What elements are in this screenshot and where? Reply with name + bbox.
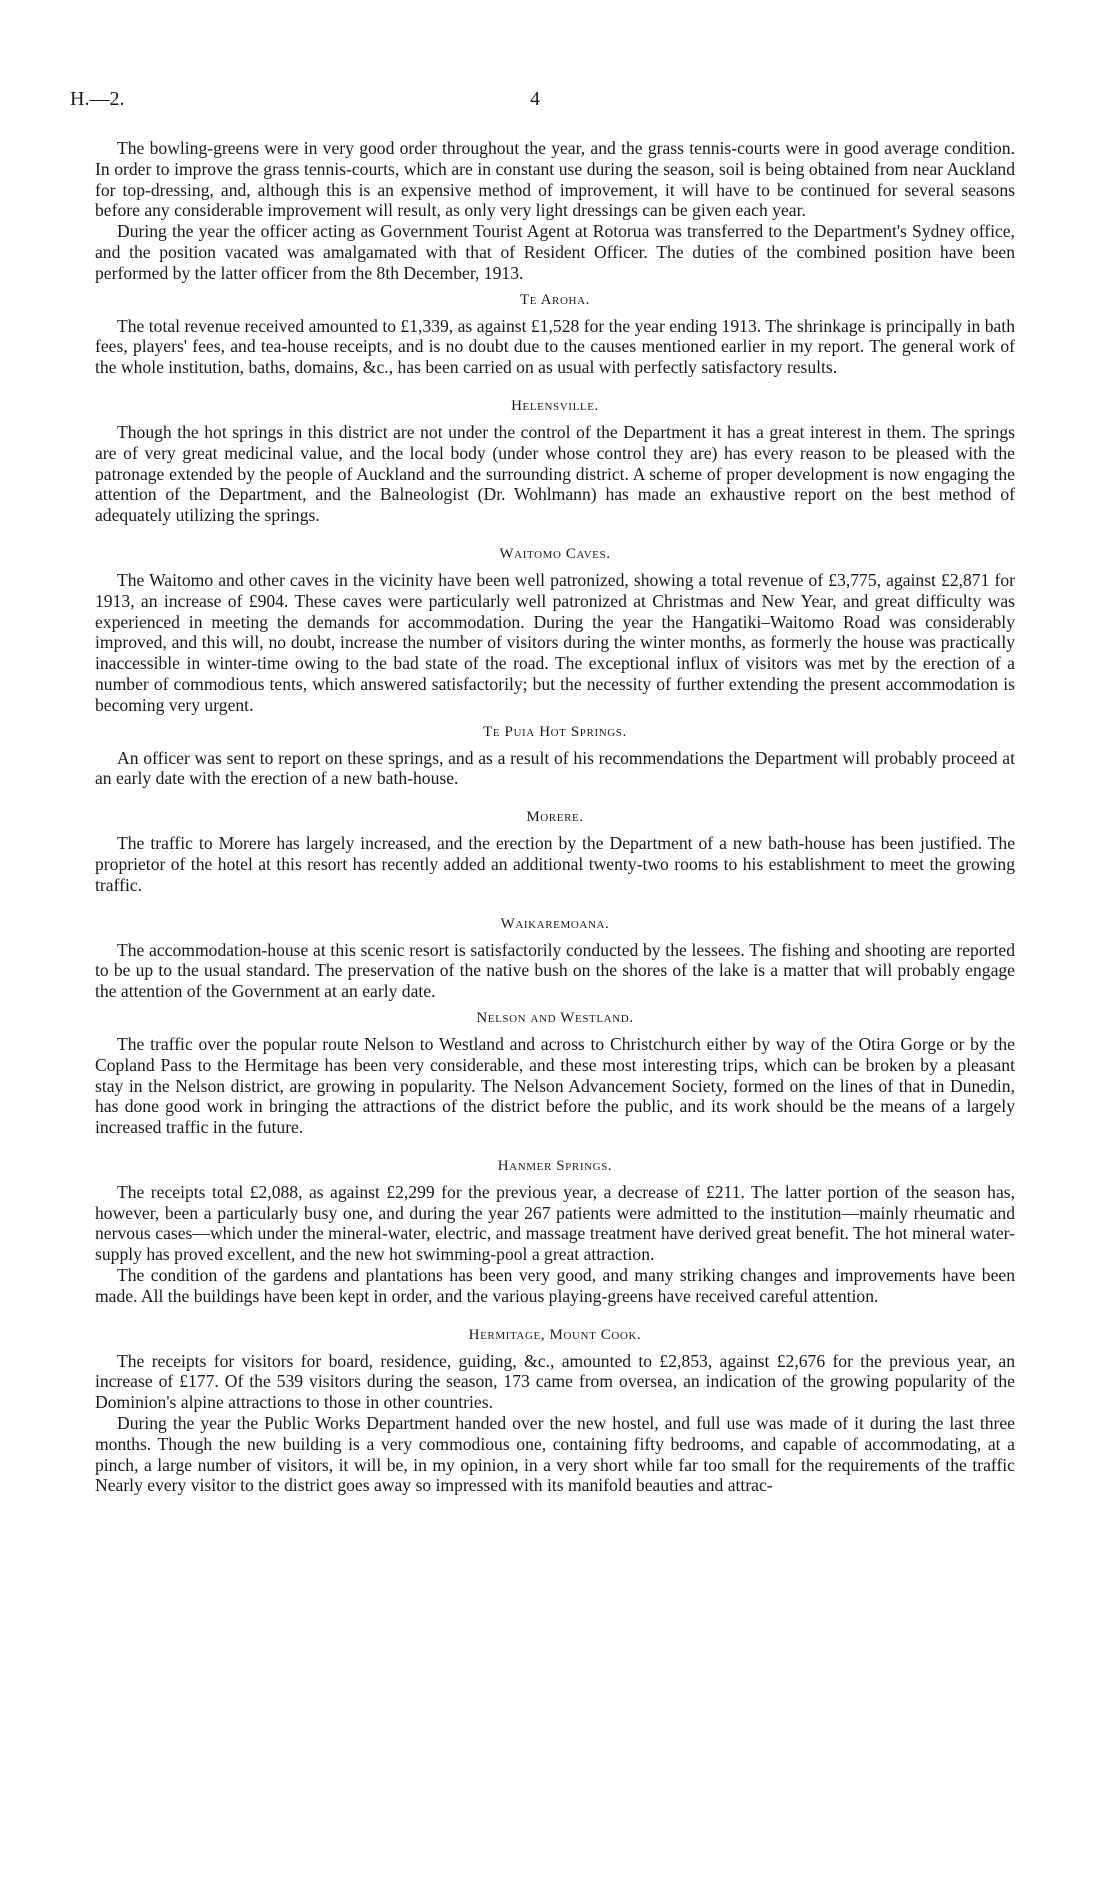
section-heading-hermitage-mount-cook: Hermitage, Mount Cook. bbox=[468, 1326, 642, 1343]
paragraph: The condition of the gardens and plantations has been very good, and many striking changes and improvements have been made. All the buildings have been kept in order, and the various playing-greens have received careful attention. bbox=[95, 1265, 1015, 1306]
page-header bbox=[70, 88, 1050, 118]
paragraph: The total revenue received amounted to £1,339, as against £1,528 for the year ending 1913. The shrinkage is principally in bath fees, players' fees, and tea-house receipts, and is no doubt due to the causes mentioned earlier in my report. The general work of the whole institution, baths, domains, &c., has been carried on as usual with perfectly satisfactory results. bbox=[95, 315, 1015, 378]
page-number: 4 bbox=[530, 88, 540, 110]
paragraph: An officer was sent to report on these springs, and as a result of his recommendations the Department will probably proceed at an early date with the erection of a new bath-house. bbox=[95, 747, 1015, 789]
paragraph: The accommodation-house at this scenic resort is satisfactorily conducted by the lessees. The fishing and shooting are reported to be up to the usual standard. The preservation of the native bush on the shores of the lake is a matter that will probably engage the attention of the Government at an early date. bbox=[95, 939, 1015, 1002]
section-heading-nelson-and-westland: Nelson and Westland. bbox=[476, 1009, 634, 1026]
section-heading-waikaremoana: Waikaremoana. bbox=[500, 915, 610, 932]
paragraph: Though the hot springs in this district are not under the control of the Department it has a great interest in them. The springs are of very great medicinal value, and the local body (under whose control they are) has every reason to be pleased with the patronage extended by the people of Auckland and the surrounding district. A scheme of proper development is now engaging the attention of the Department, and the Balneologist (Dr. Wohlmann) has made an exhaustive report on the best method of adequately utilizing the springs. bbox=[95, 421, 1015, 526]
section-heading-morere: Morere. bbox=[526, 809, 584, 826]
paragraph: The traffic over the popular route Nelson to Westland and across to Christchurch either by way of the Otira Gorge or by the Copland Pass to the Hermitage has been very considerable, and these most interesting trips, which can be broken by a pleasant stay in the Nelson district, are growing in popularity. The Nelson Advancement Society, formed on the lines of that in Dunedin, has done good work in bringing the attractions of the district before the public, and its work should be the means of a largely increased traffic in the future. bbox=[95, 1033, 1015, 1138]
section-heading-te-aroha: Te Aroha. bbox=[520, 291, 590, 308]
document-body bbox=[95, 138, 1015, 1496]
section-heading-te-puia-hot-springs: Te Puia Hot Springs. bbox=[483, 723, 627, 740]
section-heading-hanmer-springs: Hanmer Springs. bbox=[497, 1157, 613, 1174]
paragraph: During the year the officer acting as Government Tourist Agent at Rotorua was transferred to the Department's Sydney office, and the position vacated was amalgamated with that of Resident Officer. The duties of the combined position have been performed by the latter officer from the 8th December, 1913. bbox=[95, 221, 1015, 283]
section-heading-helensville: Helensville. bbox=[511, 397, 599, 414]
document-reference: H.—2. bbox=[70, 88, 125, 110]
section-heading-waitomo-caves: Waitomo Caves. bbox=[499, 545, 611, 562]
paragraph: The traffic to Morere has largely increased, and the erection by the Department of a new bath-house has been justified. The proprietor of the hotel at this resort has recently added an additional twenty-two rooms to his establishment to meet the growing traffic. bbox=[95, 833, 1015, 895]
paragraph: The receipts for visitors for board, residence, guiding, &c., amounted to £2,853, against £2,676 for the previous year, an increase of £177. Of the 539 visitors during the season, 173 came from oversea, an indication of the growing popularity of the Dominion's alpine attractions to those in other countries. bbox=[95, 1350, 1015, 1413]
paragraph: The bowling-greens were in very good order throughout the year, and the grass tennis-courts were in good average condition. In order to improve the grass tennis-courts, which are in constant use during the season, soil is being obtained from near Auckland for top-dressing, and, although this is an expensive method of improvement, it will have to be continued for several seasons before any considerable improvement will result, as only very light dressings can be given each year. bbox=[95, 138, 1015, 221]
paragraph: The Waitomo and other caves in the vicinity have been well patronized, showing a total revenue of £3,775, against £2,871 for 1913, an increase of £904. These caves were particularly well patronized at Christmas and New Year, and great difficulty was experienced in meeting the demands for accommodation. During the year the Hangatiki–Waitomo Road was considerably improved, and this will, no doubt, increase the number of visitors during the winter months, as formerly the house was practically inaccessible in winter-time owing to the bad state of the road. The exceptional influx of visitors was met by the erection of a number of commodious tents, which answered satisfactorily; but the necessity of further extending the present accommodation is becoming very urgent. bbox=[95, 569, 1015, 715]
paragraph: During the year the Public Works Department handed over the new hostel, and full use was made of it during the last three months. Though the new building is a very commodious one, containing fifty bedrooms, and capable of accommodating, at a pinch, a large number of visitors, it will be, in my opinion, in a very short while far too small for the requirements of the traffic Nearly every visitor to the district goes away so impressed with its manifold beauties and attrac- bbox=[95, 1413, 1015, 1496]
paragraph: The receipts total £2,088, as against £2,299 for the previous year, a decrease of £211. The latter portion of the season has, however, been a particularly busy one, and during the year 267 patients were admitted to the institution—mainly rheumatic and nervous cases—which under the mineral-water, electric, and massage treatment have derived great benefit. The hot mineral water-supply has proved excellent, and the new hot swimming-pool a great attraction. bbox=[95, 1181, 1015, 1265]
